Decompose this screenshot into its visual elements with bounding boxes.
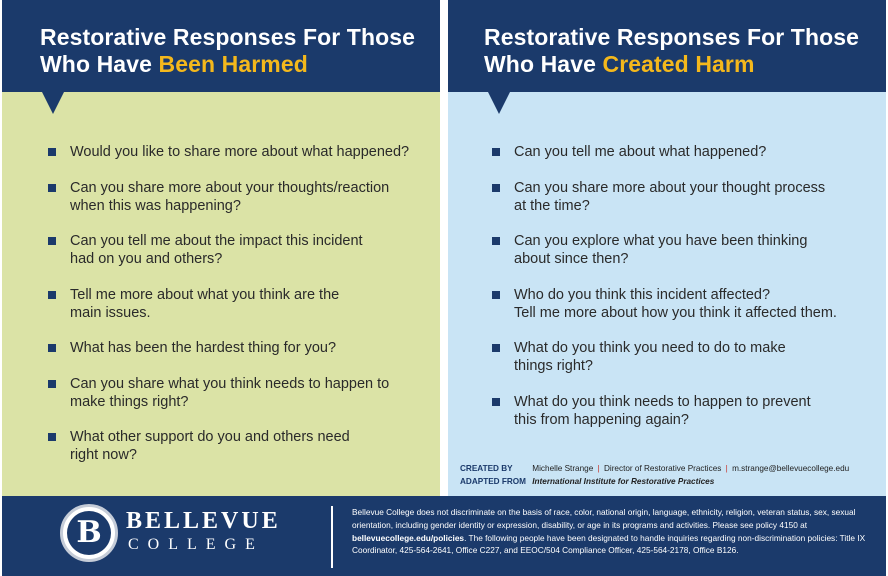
- harmed-question-item: [48, 232, 430, 268]
- created-harm-question-text: Can you explore what you have been thinking about since then?: [514, 233, 808, 267]
- harmed-question-item: [48, 375, 430, 411]
- harmed-question-item: [48, 143, 430, 161]
- square-bullet-icon: [492, 344, 500, 352]
- harmed-panel-title: [40, 24, 440, 78]
- harmed-question-item: [48, 428, 430, 464]
- created-harm-question-item: [492, 393, 876, 429]
- nondiscrimination-notice: [352, 506, 882, 557]
- created-harm-title-line1: Restorative Responses For Those: [484, 24, 860, 50]
- square-bullet-icon: [492, 291, 500, 299]
- harmed-question-text: Can you tell me about the impact this incident had on you and others?: [70, 233, 363, 267]
- created-harm-title-accent: Created Harm: [602, 51, 755, 77]
- source-organization: International Institute for Restorative Practices: [532, 477, 715, 486]
- created-harm-question-item: [492, 143, 876, 161]
- policies-link[interactable]: bellevuecollege.edu/policies: [352, 532, 465, 543]
- harmed-question-text: Would you like to share more about what happened?: [70, 144, 410, 160]
- square-bullet-icon: [492, 237, 500, 245]
- created-harm-question-text: Who do you think this incident affected? Tell me more about how you think it affected them.: [514, 286, 837, 321]
- square-bullet-icon: [492, 184, 500, 192]
- author-name: Michelle Strange: [532, 464, 594, 473]
- adapted-from-label: ADAPTED FROM: [460, 477, 526, 486]
- created-harm-question-text: What do you think you need to do to make things right?: [514, 340, 786, 374]
- harmed-question-text: What has been the hardest thing for you?: [70, 340, 337, 356]
- footer-bar: [2, 496, 886, 576]
- harmed-panel: [2, 0, 440, 496]
- created-harm-question-text: Can you tell me about what happened?: [514, 144, 767, 160]
- harmed-question-item: [48, 286, 430, 322]
- square-bullet-icon: [48, 291, 56, 299]
- created-harm-panel: [448, 0, 886, 496]
- created-harm-question-item: [492, 179, 876, 215]
- created-harm-question-item: [492, 286, 876, 322]
- harmed-title-accent: Been Harmed: [158, 51, 308, 77]
- square-bullet-icon: [492, 398, 500, 406]
- created-harm-header-pointer: [488, 92, 510, 114]
- square-bullet-icon: [48, 344, 56, 352]
- created-harm-question-text: What do you think needs to happen to prevent this from happening again?: [514, 393, 811, 428]
- logo-letter: B: [67, 511, 111, 555]
- credits-block: [460, 462, 849, 488]
- author-email[interactable]: m.strange@bellevuecollege.edu: [732, 464, 850, 473]
- harmed-header-pointer: [42, 92, 64, 114]
- harmed-question-item: [48, 339, 430, 357]
- harmed-title-prefix: Who Have: [40, 51, 159, 77]
- notice-text-part2: . The following people have been designated to handle inquiries regarding non-discrimination policies: Title IX Coordinator, 425-564-2641, Office C227, and EEOC/504 Compliance Officer, 425-564-2178, Office B126.: [352, 532, 866, 556]
- harmed-panel-header: [2, 0, 440, 92]
- brand-name-line1: BELLEVUE: [126, 508, 281, 534]
- harmed-title-line1: Restorative Responses For Those: [40, 24, 416, 50]
- harmed-question-text: What other support do you and others need right now?: [70, 429, 350, 463]
- square-bullet-icon: [48, 148, 56, 156]
- harmed-question-text: Tell me more about what you think are the main issues.: [70, 286, 340, 321]
- created-harm-panel-header: [448, 0, 886, 92]
- created-harm-question-list: [492, 143, 876, 446]
- created-harm-panel-title: [484, 24, 886, 78]
- harmed-question-item: [48, 179, 430, 215]
- square-bullet-icon: [48, 433, 56, 441]
- created-by-label: CREATED BY: [460, 464, 513, 473]
- adapted-from-line: [460, 475, 849, 488]
- created-by-line: [460, 462, 849, 475]
- bellevue-logo-icon: [60, 504, 118, 562]
- credit-separator: |: [597, 464, 600, 473]
- created-harm-title-prefix: Who Have: [484, 51, 603, 77]
- created-harm-question-item: [492, 339, 876, 375]
- notice-text-part1: Bellevue College does not discriminate on the basis of race, color, national origin, language, ethnicity, religion, veteran status, sex, sexual orientation, including gender identity or expression, disability, or age in its programs and activities. Please see policy 4150 at: [352, 507, 856, 530]
- square-bullet-icon: [48, 184, 56, 192]
- square-bullet-icon: [492, 148, 500, 156]
- credit-separator: |: [725, 464, 728, 473]
- footer-divider: [331, 506, 333, 568]
- created-harm-question-item: [492, 232, 876, 268]
- brand-name-line2: COLLEGE: [128, 536, 264, 553]
- harmed-question-list: [48, 143, 430, 482]
- harmed-question-text: Can you share what you think needs to happen to make things right?: [70, 375, 390, 410]
- square-bullet-icon: [48, 237, 56, 245]
- author-role: Director of Restorative Practices: [603, 464, 722, 473]
- created-harm-question-text: Can you share more about your thought process at the time?: [514, 179, 826, 214]
- square-bullet-icon: [48, 380, 56, 388]
- harmed-question-text: Can you share more about your thoughts/reaction when this was happening?: [70, 179, 390, 214]
